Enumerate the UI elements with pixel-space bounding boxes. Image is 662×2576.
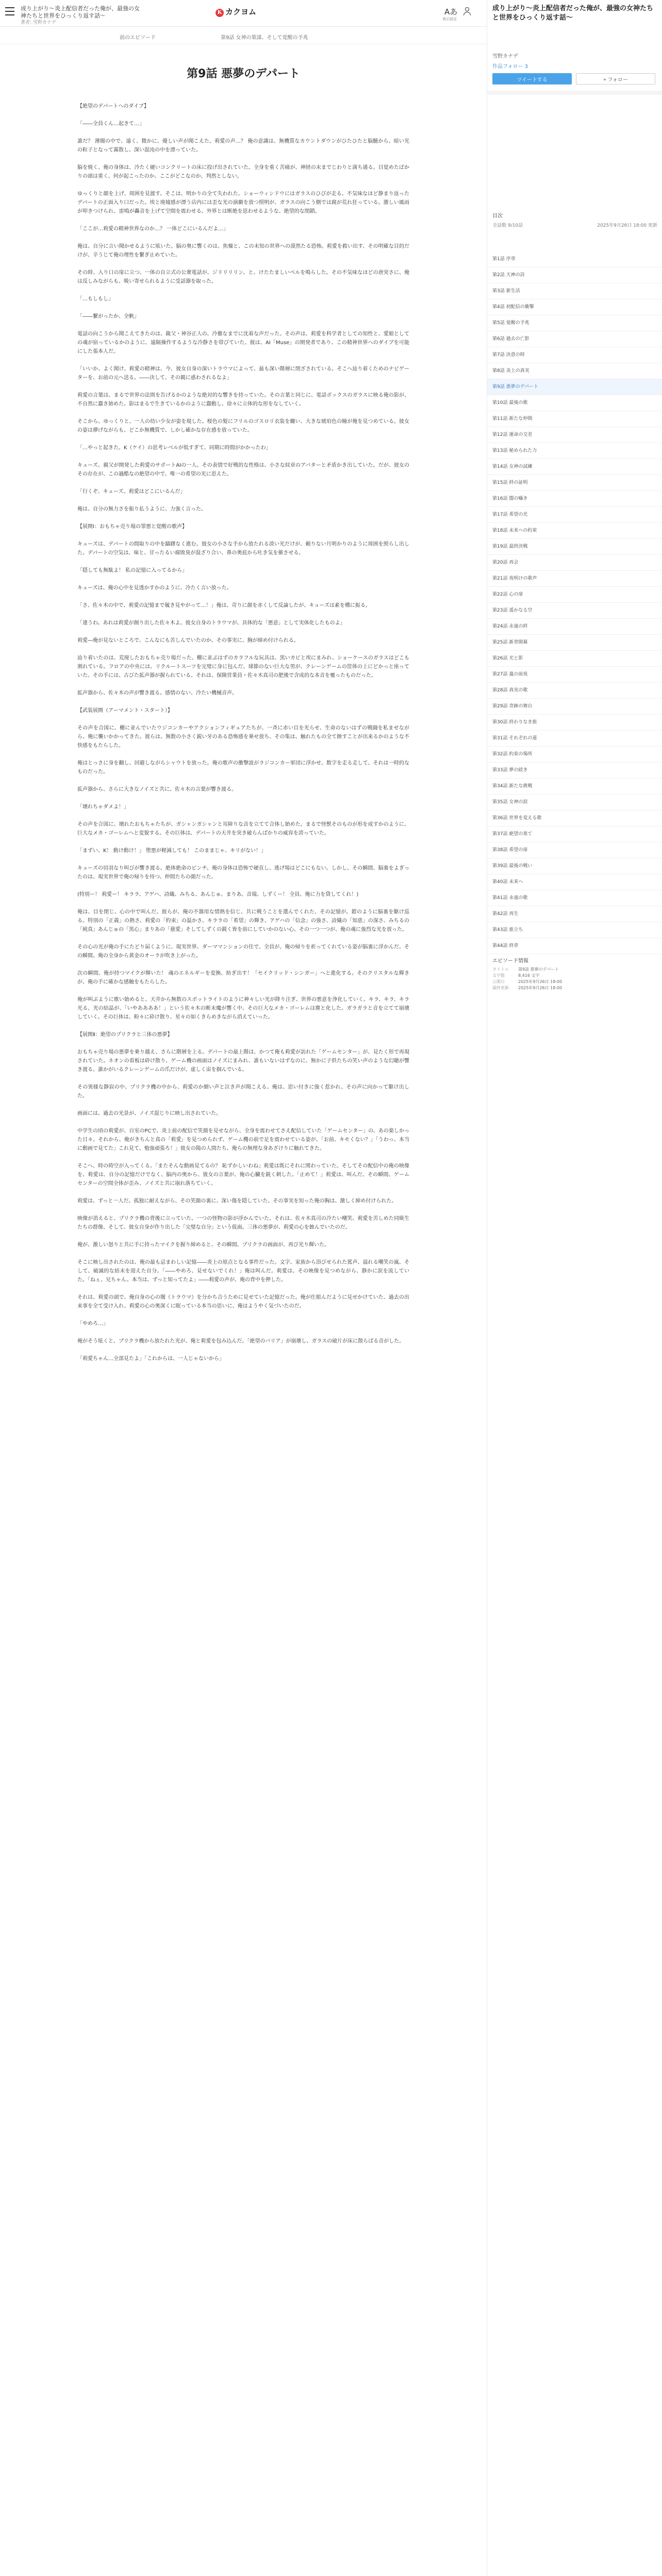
- toc-item[interactable]: 第27話 嵐の前夜: [487, 667, 662, 683]
- divider: [487, 91, 662, 95]
- episode-paragraph: 【展開Ⅱ：絶望のプリクラと三体の悪夢】: [77, 1032, 173, 1038]
- user-icon[interactable]: [463, 7, 471, 16]
- toc-item[interactable]: 第31話 それぞれの道: [487, 731, 662, 747]
- toc-item[interactable]: 第25話 新章開幕: [487, 635, 662, 651]
- follow-button[interactable]: + フォロー: [576, 73, 655, 84]
- prev-episode-link[interactable]: 前のエピソード: [120, 35, 156, 41]
- episode-info-value: 8,416 文字: [518, 973, 540, 978]
- episode-main: [0, 44, 487, 2576]
- site-logo[interactable]: [216, 6, 256, 17]
- episode-paragraph: ゆっくりと顔を上げ、周囲を見渡す。そこは、明かりの全て失われた、ショーウィンドウにはガラスのひびが走る、不気味なほど静まり返ったデパートの正面入り口だった。埃と廃墟感が漂う店内には歪な光の演劇を放つ照明が、ガラスの向こう側では腐が荒れ狂っている。激しい風雨が叩きつけられ、雷鳴が轟音を上げて空間を震わせる。外界とは断絶を思わせるような、絶望的な閉鎖。: [77, 191, 409, 214]
- episode-info-row: [492, 979, 657, 985]
- toc-item[interactable]: 第29話 奇跡の舞台: [487, 699, 662, 715]
- episode-paragraph: 「莉愛ちゃん…全部見たよ」「これからは、一人じゃないから」: [77, 1356, 224, 1362]
- episode-paragraph: 脳を焼く、俺の身体は、冷たく硬いコンクリートの床に投げ出されていた。全身を重く苦痛が、神経の末までじわりと満ち通る。目覚めたばかりの頭は重く、何が起こったのか、ここがどこなのか、判然としない。: [77, 165, 409, 179]
- episode-paragraph: 莉愛の言葉は、まるで世界の法則を告げるかのような絶対的な響きを持っていた。その言葉と同じに、電話ボックスのガラスに映る俺の影が、不自然に蠢き始めた。影はまるで生きているかのように蠢動し、徐々に立体的な形をなしていく。: [77, 393, 409, 407]
- tweet-button[interactable]: ツイートする: [492, 73, 572, 84]
- episode-paragraph: 次の瞬間、俺が持つマイクが輝いた！ 魂のエネルギーを変換、紡ぎ出す！「セイクリッド・シンガー」へと進化する。そのクリスタルな輝きが、俺の手に確かな感触をもたらした。: [77, 971, 409, 985]
- menu-icon[interactable]: [5, 7, 14, 15]
- episode-paragraph: 中学生の頃の莉愛が、自室のPCで、炎上前の配信で笑顔を見せながら、全身を震わせてさえ配信していた「ゲームセンター」の、あの楽しかった日々。それから、俺がきちんと真の「莉愛」を見つめられず、ゲーム機の前で足を震わせている姿が、「お前、キモくない？」「うわっ、本当に動画で見てた」これ見て、勉強頑張ろ！」彼女の陽の人間たち、俺らの無理な身あざけりに触れてきた。: [77, 1128, 409, 1151]
- episode-info-key: 最終更新: [492, 986, 509, 990]
- display-settings-label: 表示設定: [442, 17, 457, 21]
- toc-item[interactable]: 第5話 覚醒の予兆: [487, 315, 662, 331]
- episode-info: [492, 967, 657, 991]
- follow-count[interactable]: 作品フォロー 3: [492, 64, 528, 70]
- episode-paragraph: その声を合図に、壊れたおもちゃたちが、ガシャンガシャンと耳障りな音を立てて合体し始めた。まるで怪獣そのものが形を成すかのように、巨大なメカ・ゴーレムへと変貌する。その巨体は、デパートの天井を突き破らんばかりの威容を誇っていた。: [77, 822, 409, 836]
- episode-paragraph: キューズは、デパートの間取りの中を躊躇なく進む。彼女の小さな手から放たれる淡い光だけが、頼りない月明かりのように周囲を照らし出した。デパートの空気は、味と、甘ったるい腐敗臭が混ざり合い、鼻の奥底から吐き気を催させる。: [77, 541, 409, 556]
- episode-paragraph: その声を合図に、棚に並んでいたウジコンカーやアクションフィギュアたちが、一斉に赤い目を光らせ、生命のないはずの戦闘を私ませながら、俺に襲いかかってきた。彼らは、無数の小さく鋭い牙のある恐怖感を乗せ放ち、その集は、触れたもの全て蝕すことが出来るかのような不快感をもたらした。: [77, 725, 409, 749]
- toc-item[interactable]: 第36話 世界を変える歌: [487, 810, 662, 826]
- episode-paragraph: 俺は、自分に言い聞かせるように呟いた。脳の奥に響くのは、焦燥と、この未知の世界への漠然たる恐怖。莉愛を救い出す、その明確な目的だけが、辛うじて俺の理性を繋ぎ止めていた。: [77, 244, 409, 258]
- toc-item[interactable]: 第28話 真実の歌: [487, 683, 662, 699]
- toc-item[interactable]: 第1話 序章: [487, 251, 662, 267]
- toc-item[interactable]: 第21話 夜明けの歌声: [487, 571, 662, 587]
- toc-heading: 目次: [492, 213, 503, 219]
- episode-info-row: [492, 973, 657, 979]
- episode-paragraph: 俺がそう呟くと、プリクラ機から放たれた光が、俺と莉愛を包み込んだ。「絶望のバリア」が崩壊し、ガラスの破片が床に散らばる音がした。: [77, 1338, 405, 1344]
- episode-paragraph: キューズ。親父が開発した莉愛のサポートAIの一人。その表情で好戦的な性格は、小さな紋章のアバターと矛盾かき出していた。だが、彼女のその存在が、この過酷なの絶望の中で、唯一の希望の光に思えた。: [77, 463, 409, 477]
- toc-item[interactable]: 第38話 希望の扉: [487, 842, 662, 858]
- episode-paragraph: キューズは、俺の心中を見透かすかのように、冷たく言い放った。: [77, 585, 232, 591]
- episode-paragraph: 「いいか、よく聞け。莉愛の精神は、今、彼女自身の深いトラウマによって、最も深い階層に閉ざされている。そこへ辿り着くためのナビゲーターを、お前の元へ送る。――決して、その親に惑わされるなよ」: [77, 366, 409, 381]
- episode-paragraph: 「ここが…莉愛の精神世界なのか…？ 一体どこにいるんだよ…」: [77, 226, 229, 232]
- episode-nav: [0, 27, 487, 44]
- header-author[interactable]: 著者: 雪野カナデ: [21, 20, 56, 25]
- toc-item[interactable]: 第26話 光と影: [487, 651, 662, 667]
- toc-item[interactable]: 第22話 心の扉: [487, 587, 662, 603]
- toc-item[interactable]: 第14話 女神の試練: [487, 459, 662, 475]
- episode-paragraph: 電話の向こうから聞こえてきたのは、親父・神谷正人の、冷徹なまでに沈着な声だった。その声は、莉愛を科学者としての知性と、愛娘としての魂が宿っているかのように、遠隔操作するような冷静さを帯びていた。彼は、AI「Muse」の開発者であり、この精神世界へのダイブを可能にした張本人だ。: [77, 331, 409, 354]
- sidebar: [487, 0, 662, 2576]
- episode-paragraph: 「…やっと起きた。K（ケイ）の思考レベルが低すぎて、同期に時間がかかったわ」: [77, 445, 271, 451]
- episode-paragraph: 「やめろ…」: [77, 1321, 108, 1327]
- episode-paragraph: キューズの切羽なり叫びが響き渡る。絶体絶命のピンチ。俺の身体は恐怖で硬直し、逃げ場はどこにもない。しかし、その瞬間、脳裏をよぎったのは、現実世界で俺の帰りを待つ、仲間たちの顔だった。: [77, 866, 409, 880]
- episode-paragraph: 誰だ？ 薄闇の中で、遠く、微かに、優しい声が聞こえた。莉愛の声…？ 俺の意識は、無機質なカウントダウンがひたひたと脳髄から、暗い光の粒子となって霧散し、深い混沌の中を漂っていた。: [77, 139, 409, 153]
- episode-paragraph: 俺はとっさに身を翻し、回避しながらシャウトを放った。俺の歌声の衝撃波がラジコンカー軍団に浮かせ、数字を走る走して、それは一時的なものだった。: [77, 760, 409, 775]
- toc-item[interactable]: 第8話 炎上の真実: [487, 363, 662, 379]
- toc-item[interactable]: 第40話 未来へ: [487, 874, 662, 890]
- episode-paragraph: 映像が消えると、プリクラ機の背後に立っていた、一つの怪物の影が浮かんでいた。それは、佐々木真司の冷たい嘲笑、莉愛を苦しめた同級生たちの群像、そして、彼女自身が作り出した「完璧な自分」という仮面。三体の悪夢が、莉愛の心を蝕んでいたのだ。: [77, 1216, 409, 1230]
- header-novel-title[interactable]: 成り上がり〜炎上配信者だった俺が、最強の女神たちと世界をひっくり返す話〜: [21, 5, 140, 19]
- episode-info-key: 公開日: [492, 979, 505, 984]
- episode-paragraph: 拡声器から、佐々木の声が響き渡る。感情のない、冷たい機械音声。: [77, 690, 237, 696]
- toc-item[interactable]: 第44話 終章: [487, 938, 662, 954]
- episode-paragraph: その異様な静寂の中、プリクラ機の中から、莉愛のか細い声と泣き声が聞こえる。俺は、思い付きに強く惹かれ、その声に向かって駆け出した。: [77, 1084, 409, 1099]
- toc-item[interactable]: 第19話 最終決戦: [487, 539, 662, 555]
- episode-paragraph: 莉愛―俺が見ないところで、こんなにも苦しんでいたのか。その事実に、胸が締め付けられる。: [77, 638, 299, 643]
- toc-item[interactable]: 第17話 希望の光: [487, 507, 662, 523]
- logo-text: カクヨム: [225, 7, 257, 16]
- episode-paragraph: 「――繋がったか、全帆」: [77, 314, 139, 319]
- episode-paragraph: 俺は、自分の無力さを振り払うように、力強く言った。: [77, 506, 206, 512]
- episode-paragraph: (特別ー！ 莉愛ー！ キララ、アゲハ、詩織、みちる、あんじゅ、まりあ、音瑞、しずくー！ 全員、俺に力を貸してくれ！): [77, 892, 359, 897]
- toc-item[interactable]: 第35話 女神の涙: [487, 794, 662, 810]
- toc-item[interactable]: 第33話 夢の続き: [487, 762, 662, 778]
- episode-paragraph: 【武装展開（アーマメント・スタート）】: [77, 708, 173, 714]
- episode-paragraph: 拡声器から、さらに大きなノイズと共に、佐々木の言葉が響き渡る。: [77, 787, 237, 792]
- toc-updated: 2025年9月26日 18:00 更新: [597, 223, 657, 228]
- toc-item[interactable]: 第7話 決意の時: [487, 347, 662, 363]
- sidebar-author[interactable]: 雪野カナデ: [492, 54, 518, 59]
- toc-item[interactable]: 第12話 運命の交差: [487, 427, 662, 443]
- episode-paragraph: 【絶望のデパートへのダイブ】: [77, 104, 149, 109]
- toc-item[interactable]: 第30話 終わりなき旅: [487, 715, 662, 731]
- episode-paragraph: 画面には、過去の光景が、ノイズ混じりに映し出されていた。: [77, 1111, 221, 1116]
- episode-title: 第9話 悪夢のデパート: [187, 67, 300, 80]
- toc-item[interactable]: 第20話 再会: [487, 555, 662, 571]
- episode-paragraph: 「隠しても無駄よ！ 私の記憶に入ってるから」: [77, 568, 188, 573]
- sidebar-novel-title[interactable]: 成り上がり〜炎上配信者だった俺が、最強の女神たちと世界をひっくり返す話〜: [492, 5, 654, 22]
- episode-paragraph: 「まずい、K！ 動け動け！」 堕悪が軽減しても！ このままじゃ、キリがない！」: [77, 848, 267, 854]
- episode-body: [77, 102, 409, 1372]
- toc-item[interactable]: 第9話 悪夢のデパート: [487, 379, 662, 395]
- toc-list: [487, 251, 662, 954]
- display-settings-button[interactable]: Aあ: [444, 7, 458, 16]
- episode-paragraph: そこへ、時の時空が入ってくる。「またそんな動画見てるの？ 恥ずかしいわね」莉愛は既にそれに関わっていた。そしてその配信中の俺の映像を、莉愛は、自分の記憶だけでなく、脳内の奥から、彼女の言葉が、俺の心臓を鋭く刺した。「止めて！」莉愛は、叫んだ。その瞬間、ゲームセンターの空間全体が歪み、ノイズと共に崩れ落ちていく。: [77, 1163, 409, 1187]
- toc-item[interactable]: 第2話 天神の詩: [487, 267, 662, 283]
- episode-paragraph: 【展開Ⅰ：おもちゃ売り場の罪悪と覚醒の歌声】: [77, 524, 187, 530]
- episode-paragraph: 「行くぞ、キューズ。莉愛はどこにいるんだ」: [77, 489, 186, 495]
- toc-episode-count: 全話数 9/10話: [492, 223, 523, 228]
- toc-item[interactable]: 第18話 未来への約束: [487, 523, 662, 539]
- episode-paragraph: 俺は、目を閉じ、心の中で叫んだ。彼らが、俺の不器用な情熱を信じ、共に戦うことを選んでくれた、その記憶が。鎧のように脳裏を駆け巡る。特別の「正義」の熱さ、莉愛の「約束」の温かさ、キララの「希望」の輝き、アゲハの「信念」の強さ、詩織の「知恵」の深さ、みちるの「純真」あんじゅの「黒心」まりあの「慈愛」そしてしずくの鋭く皆を前にしていかのない心。その一つ一つが、俺の魂に強烈な光を放った。: [77, 909, 409, 933]
- episode-paragraph: 「さ、佐々木の中で、莉愛の記憶まで履き見やがって…！」俺は、苛りに顔を赤くして反論したが、キューズは素を構に振る。: [77, 603, 371, 608]
- toc-item[interactable]: 第43話 旅立ち: [487, 922, 662, 938]
- toc-item[interactable]: 第4話 初配信の衝撃: [487, 299, 662, 315]
- current-episode-label[interactable]: 第9話 女神の策謀、そして覚醒の予兆: [221, 35, 308, 41]
- episode-info-key: 文字数: [492, 973, 505, 978]
- toc-item[interactable]: 第6話 過去の亡影: [487, 331, 662, 347]
- episode-info-row: [492, 967, 657, 973]
- toc-item[interactable]: 第39話 最後の戦い: [487, 858, 662, 874]
- toc-meta: [492, 222, 657, 228]
- toc-item[interactable]: 第41話 永遠の歌: [487, 890, 662, 906]
- episode-info-row: [492, 985, 657, 991]
- toc-item[interactable]: 第37話 絶望の果て: [487, 826, 662, 842]
- episode-paragraph: 辿り着いたのは、荒廃したおもちゃ売り場だった。棚に並ぶはずのカラフルな玩具は、黒いカビと埃にまみれ、ショーケースのガラスはどこも割れている。フロアの中央には、リクルートスーツを完璧に身に包んだ、球節のない巨大な男が、クレーンゲームの筐体の上にどかっと座っていた。その手には、古びた拡声器が握られている。それは、保険営業員・佐々木真司の肥後で含成的な本音を覆ったものだった。: [77, 655, 409, 679]
- episode-paragraph: そこから、ゆっくりと、一人の幼い少女が姿を現した。桜色の髪にフリルのゴスロリ衣装を纏い、大きな琥珀色の瞳が俺を見つめている。彼女の姿は儚げながらも、どこか無機質で、しかし確かな存在感を放っていた。: [77, 419, 409, 433]
- toc-item[interactable]: 第10話 最後の歌: [487, 395, 662, 411]
- toc-item[interactable]: 第15話 絆の証明: [487, 475, 662, 491]
- episode-paragraph: 俺が叫ぶように歌い始めると、天井から無数のスポットライトのように神々しい光が降り注ぎ、世界の悪意を浄化していく。キラ、キラ、キラ光る、光の結晶が、「いやああああ！」という佐々木の断末魔が響く中、その巨大なメカ・ゴーレムは塵と化した。ガラガラと音を立てて崩壊していく。その巨体は、粉々に砕け散り、星々の如くきらめきながら消えていった。: [77, 997, 409, 1020]
- episode-paragraph: それは、莉愛の頭で、俺自身の心の闇（トラウマ）を分かち合うために見せていた記憶だった。俺が仕組んだように見せかけていた、過去の出来事を全て受け入れ、莉愛の心の奥深くに眠っている本当の思いに、俺はようやく気づいたのだ。: [77, 1295, 409, 1309]
- toc-item[interactable]: 第16話 闇の囁き: [487, 491, 662, 507]
- toc-item[interactable]: 第24話 永遠の絆: [487, 619, 662, 635]
- toc-item[interactable]: 第32話 約束の場所: [487, 747, 662, 762]
- episode-paragraph: 「違うわ。あれは莉愛が創り出した佐々木よ。彼女自身のトラウマが、具体的な「悪意」として実体化したものよ」: [77, 620, 345, 626]
- toc-item[interactable]: 第3話 新生活: [487, 283, 662, 299]
- toc-item[interactable]: 第13話 秘められた力: [487, 443, 662, 459]
- episode-info-value: 2025年9月26日 18:00: [518, 979, 562, 984]
- episode-info-heading: エピソード情報: [492, 958, 528, 964]
- episode-paragraph: その心の光が俺の手にたどり届くように、現実世界、ダーママンションの住で、全員が、俺の帰りを祈ってくれている姿が脳裏に浮かんだ。その瞬間、俺の全身から黄金のオーラが吹き上がった。: [77, 944, 409, 959]
- episode-paragraph: おもちゃ売り場の悪夢を乗り越え、さらに階層を上る。デパートの最上階は、かつて俺も莉愛が訪れた「ゲームセンター」が、見たく形で再現されていた。ネオンの看板は砕け散り、ゲーム機の画面はノイズにまみれ、誰もいないはずなのに、無かに子供たちの笑い声のような幻聴が響き渡る。誰かがいるクレーンゲームの爪だけが、虚しく宙を掴んでいる。: [77, 1049, 409, 1073]
- episode-paragraph: そこに映し出されたのは、俺の最も忌まわしい記憶――炎上の原点となる事件だった。文字、家族から浴びせられた罵声、溢れる嘲笑の嵐、そして、破滅的な結末を迎えた自分。「――やめろ、見せないでくれ！」俺は叫んだ。莉愛は、その映像を見つめながら、静かに涙を流していた。「ねぇ、兄ちゃん。本当は、ずっと知ってたよ」――莉愛の声が、俺の背中を押した。: [77, 1260, 409, 1283]
- episode-paragraph: 莉愛は、ずっと一人だ。孤独に耐えながら、その笑顔の裏に、深い傷を隠していた。その事実を知った俺の胸は、激しく締め付けられた。: [77, 1198, 397, 1204]
- toc-item[interactable]: 第23話 遥かなる空: [487, 603, 662, 619]
- episode-paragraph: その時、入り口の扉に立つ、一体の自立式の公衆電話が、ジリリリリン、と、けたたましいベルを鳴らした。その不気味なほどの唐突さに、俺は反しみながらも、吸い寄せられるように受話器を取った。: [77, 270, 409, 284]
- episode-paragraph: 俺が、激しい怒りと共に手に持ったマイクを握り締めると、その瞬間、プリクラの画面が、再び光り輝いた。: [77, 1242, 329, 1248]
- episode-info-value: 第9話 悪夢のデパート: [518, 967, 559, 972]
- toc-item[interactable]: 第11話 新たな仲間: [487, 411, 662, 427]
- episode-info-value: 2025年9月26日 18:00: [518, 986, 562, 990]
- episode-paragraph: 「壊れちゃダメよ！」: [77, 804, 129, 810]
- episode-info-key: タイトル: [492, 967, 509, 972]
- episode-paragraph: 「――全員くん…起きて…」: [77, 121, 144, 127]
- episode-paragraph: 「…もしもし」: [77, 296, 113, 302]
- toc-item[interactable]: 第42話 再生: [487, 906, 662, 922]
- logo-icon: K: [216, 9, 224, 17]
- toc-item[interactable]: 第34話 新たな挑戦: [487, 778, 662, 794]
